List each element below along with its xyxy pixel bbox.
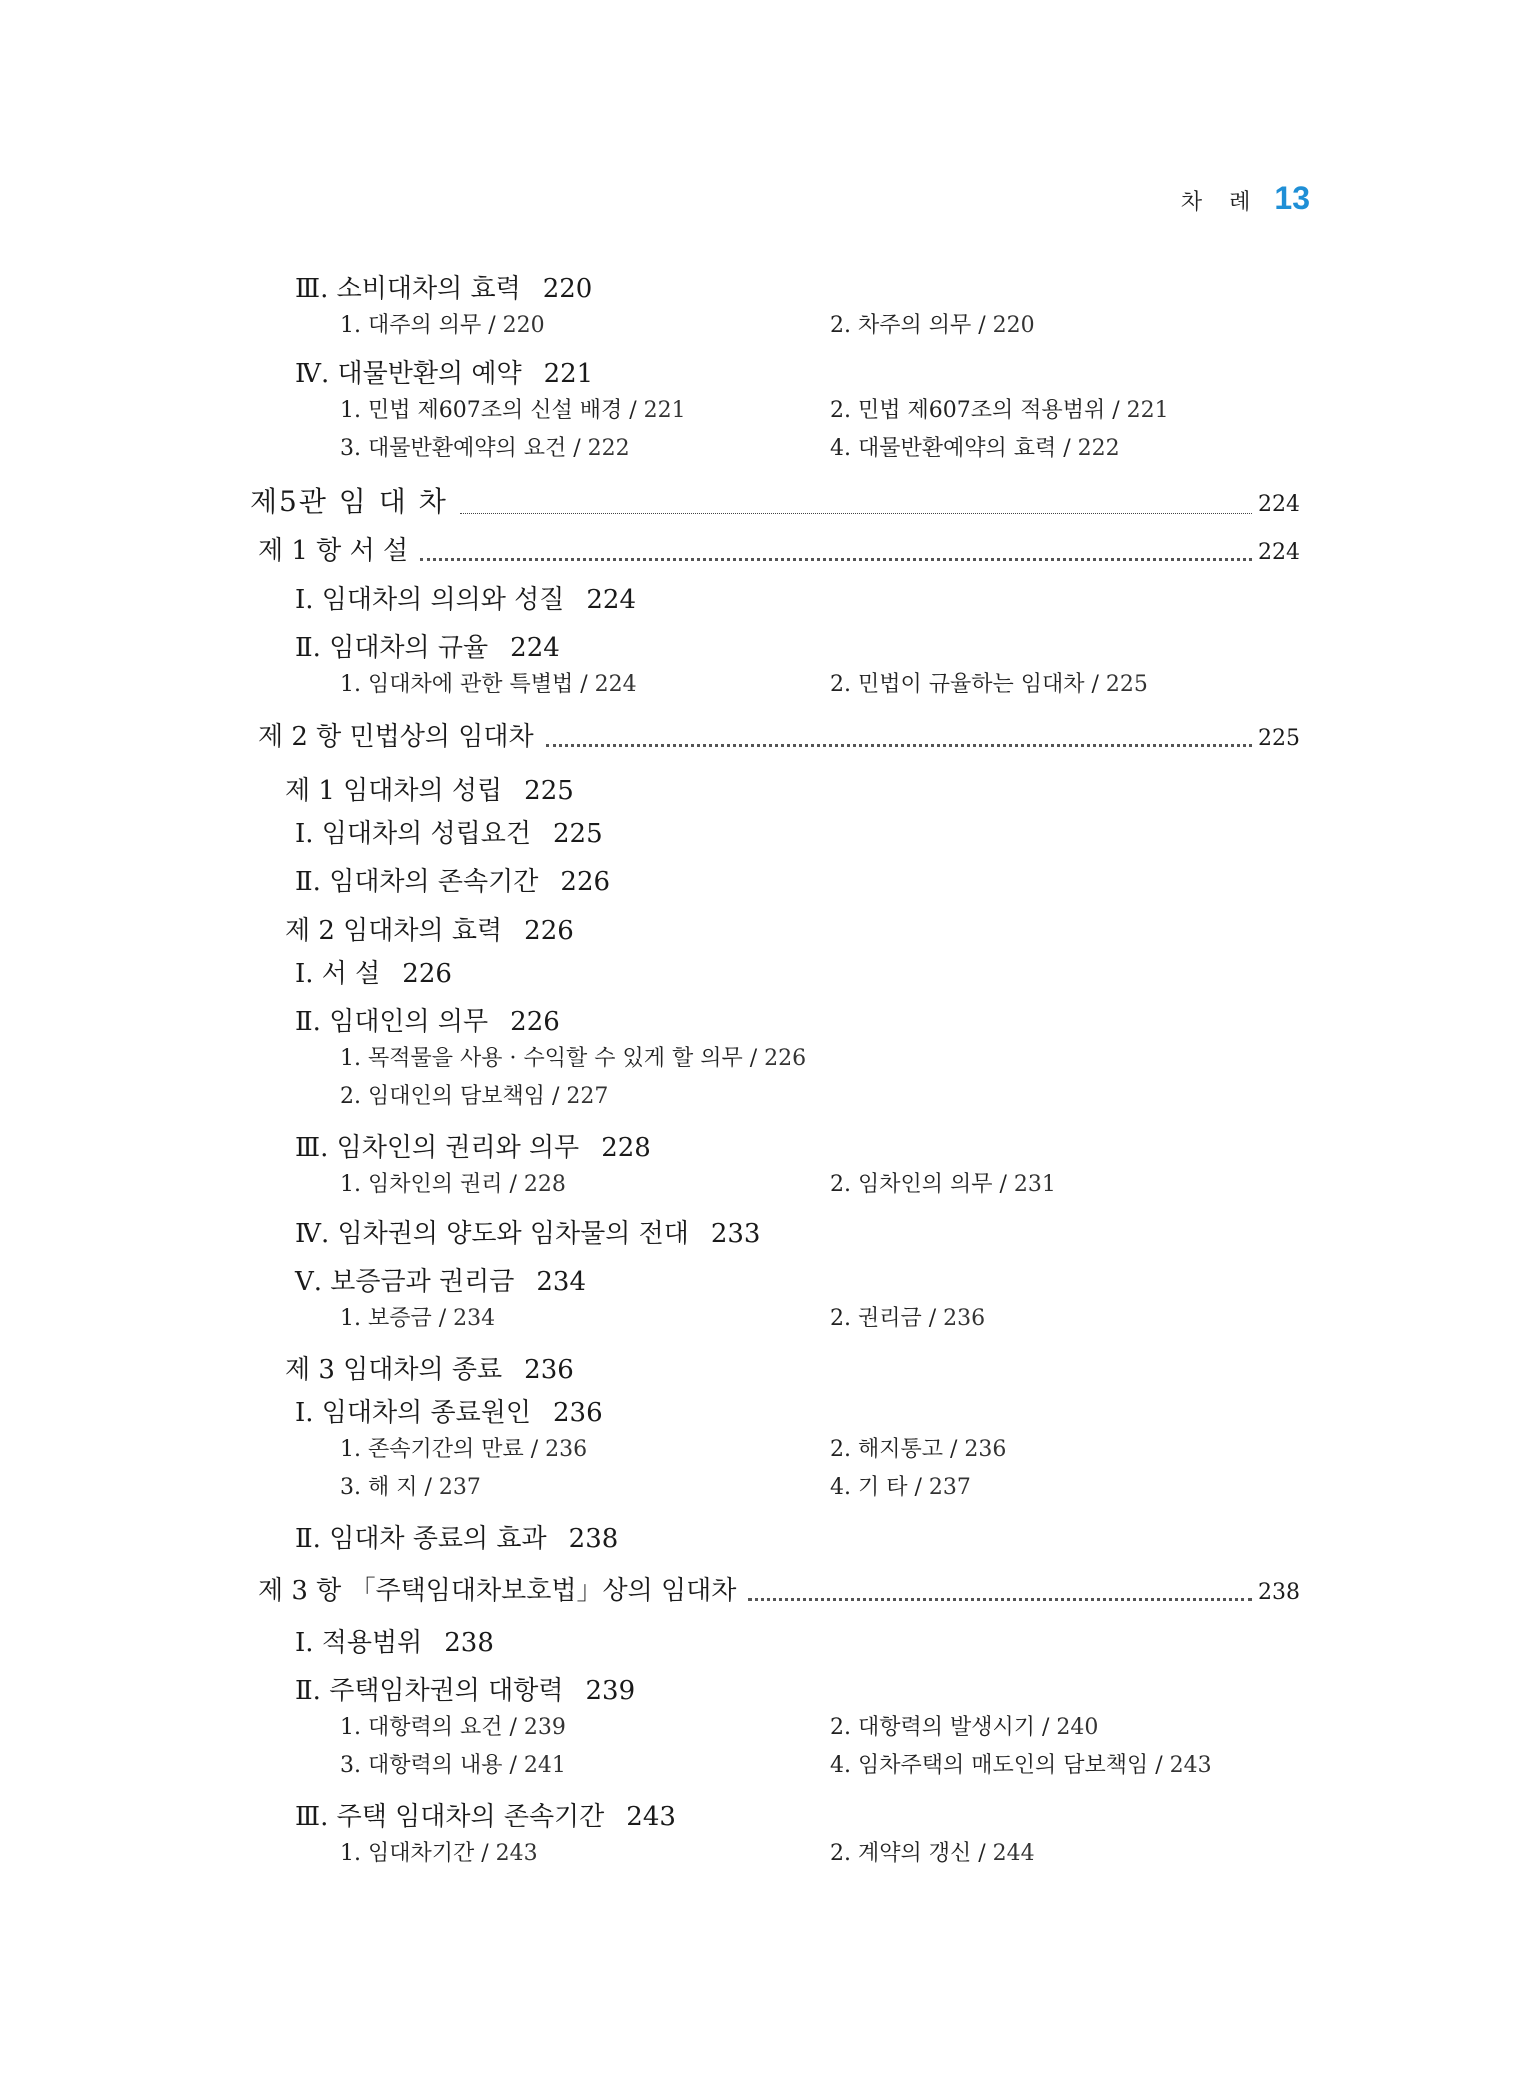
toc-heading bbox=[295, 627, 560, 664]
toc-entry-label: 2. 계약의 갱신 / bbox=[830, 1841, 986, 1866]
toc-entry-page: 226 bbox=[510, 1007, 560, 1037]
toc-entry-page: 234 bbox=[536, 1267, 587, 1297]
toc-entry-label: Ⅰ. 임대차의 의의와 성질 bbox=[295, 585, 565, 615]
toc-subitem bbox=[340, 1470, 481, 1501]
toc-entry-label: 1. 임차인의 권리 / bbox=[340, 1172, 517, 1197]
toc-entry-page: 233 bbox=[710, 1219, 761, 1249]
dot-leader bbox=[546, 744, 1252, 747]
toc-entry-page: 227 bbox=[559, 1084, 609, 1109]
toc-entry-label: 1. 목적물을 사용 · 수익할 수 있게 할 의무 / bbox=[340, 1046, 758, 1071]
toc-entry-label: Ⅳ. 대물반환의 예약 bbox=[295, 359, 522, 389]
toc-subitem bbox=[830, 1470, 971, 1501]
toc-entry-label: 1. 대주의 의무 / bbox=[340, 313, 496, 338]
toc-entry-page: 238 bbox=[568, 1524, 619, 1554]
dot-leader bbox=[748, 1598, 1252, 1601]
toc-heading bbox=[295, 1796, 676, 1833]
toc-entry-label: 2. 차주의 의무 / bbox=[830, 313, 986, 338]
toc-entry-page: 224 bbox=[510, 633, 560, 663]
toc-subsection bbox=[258, 1570, 1300, 1607]
toc-entry-label: Ⅱ. 주택임차권의 대항력 bbox=[295, 1676, 564, 1706]
toc-entry-label: 3. 해 지 / bbox=[340, 1475, 432, 1500]
toc-subitem bbox=[340, 1432, 587, 1463]
toc-entry-page: 236 bbox=[936, 1306, 986, 1331]
toc-subitem bbox=[340, 667, 637, 698]
toc-subitem bbox=[830, 1836, 1035, 1867]
toc-heading bbox=[295, 953, 452, 990]
toc-entry-page: 237 bbox=[431, 1475, 481, 1500]
toc-entry-label: 4. 대물반환예약의 효력 / bbox=[830, 436, 1071, 461]
toc-entry-page: 226 bbox=[402, 959, 452, 989]
toc-entry-label: Ⅴ. 보증금과 권리금 bbox=[295, 1267, 515, 1297]
toc-entry-label: Ⅰ. 서 설 bbox=[295, 959, 381, 989]
toc-heading bbox=[295, 861, 610, 898]
toc-entry-label: Ⅱ. 임대차 종료의 효과 bbox=[295, 1524, 547, 1554]
toc-subitem bbox=[830, 1710, 1098, 1741]
toc-entry-label: 2. 해지통고 / bbox=[830, 1437, 958, 1462]
toc-leader-label: 제5관 임 대 차 bbox=[250, 485, 448, 518]
toc-heading bbox=[285, 770, 574, 807]
toc-entry-label: 1. 임대차에 관한 특별법 / bbox=[340, 672, 588, 697]
toc-entry-page: 236 bbox=[524, 1355, 574, 1385]
toc-entry-label: 1. 임대차기간 / bbox=[340, 1841, 489, 1866]
toc-heading bbox=[295, 579, 636, 616]
toc-entry-page: 239 bbox=[516, 1715, 566, 1740]
toc-subsection bbox=[258, 530, 1300, 567]
toc-entry-page: 226 bbox=[524, 916, 574, 946]
dot-leader bbox=[460, 513, 1252, 514]
toc-heading bbox=[295, 1127, 651, 1164]
toc-entry-page: 226 bbox=[560, 867, 611, 897]
toc-entry-page: 237 bbox=[921, 1475, 971, 1500]
toc-entry-page: 225 bbox=[1098, 672, 1148, 697]
toc-entry-label: Ⅲ. 소비대차의 효력 bbox=[295, 274, 521, 304]
toc-subitem bbox=[340, 1301, 495, 1332]
toc-entry-label: Ⅰ. 임대차의 종료원인 bbox=[295, 1398, 531, 1428]
toc-subitem bbox=[830, 1301, 985, 1332]
toc-entry-label: 2. 임차인의 의무 / bbox=[830, 1172, 1007, 1197]
toc-entry-page: 221 bbox=[636, 398, 686, 423]
toc-subitem bbox=[830, 308, 1035, 339]
toc-entry-label: 제 1 임대차의 성립 bbox=[285, 776, 503, 806]
toc-leader-page: 224 bbox=[1258, 540, 1300, 565]
toc-entry-page: 222 bbox=[580, 436, 630, 461]
toc-entry-page: 225 bbox=[553, 819, 603, 849]
toc-section bbox=[250, 480, 1300, 520]
toc-leader-page: 225 bbox=[1258, 726, 1300, 751]
toc-subitem bbox=[340, 1748, 566, 1779]
toc-entry-label: 3. 대물반환예약의 요건 / bbox=[340, 436, 581, 461]
toc-subitem bbox=[340, 308, 545, 339]
toc-entry-label: Ⅱ. 임대인의 의무 bbox=[295, 1007, 489, 1037]
toc-leader-label: 제 3 항 「주택임대차보호법」상의 임대차 bbox=[258, 1576, 737, 1606]
toc-entry-page: 222 bbox=[1070, 436, 1120, 461]
toc-subitem bbox=[340, 1167, 566, 1198]
toc-entry-label: 4. 기 타 / bbox=[830, 1475, 922, 1500]
toc-heading bbox=[295, 1213, 760, 1250]
toc-entry-page: 240 bbox=[1049, 1715, 1099, 1740]
toc-entry-page: 225 bbox=[524, 776, 574, 806]
toc-entry-page: 220 bbox=[985, 313, 1035, 338]
toc-entry-label: Ⅳ. 임차권의 양도와 임차물의 전대 bbox=[295, 1219, 689, 1249]
toc-subitem bbox=[830, 1748, 1212, 1779]
toc-entry-page: 221 bbox=[543, 359, 594, 389]
toc-heading bbox=[295, 268, 592, 305]
toc-subitem bbox=[830, 431, 1120, 462]
toc-entry-page: 231 bbox=[1006, 1172, 1056, 1197]
toc-entry-label: 1. 존속기간의 만료 / bbox=[340, 1437, 539, 1462]
toc-entry-page: 243 bbox=[1162, 1753, 1212, 1778]
toc-entry-label: 2. 민법이 규율하는 임대차 / bbox=[830, 672, 1099, 697]
toc-entry-page: 234 bbox=[446, 1306, 496, 1331]
toc-entry-page: 244 bbox=[985, 1841, 1035, 1866]
toc-heading bbox=[285, 1349, 574, 1386]
toc-entry-page: 224 bbox=[587, 672, 637, 697]
toc-entry-label: Ⅰ. 임대차의 성립요건 bbox=[295, 819, 531, 849]
running-header bbox=[1181, 180, 1310, 217]
toc-heading bbox=[295, 1392, 603, 1429]
toc-entry-label: 제 3 임대차의 종료 bbox=[285, 1355, 503, 1385]
toc-entry-label: 제 2 임대차의 효력 bbox=[285, 916, 503, 946]
toc-heading bbox=[295, 1261, 586, 1298]
toc-entry-page: 238 bbox=[444, 1628, 494, 1658]
toc-entry-page: 239 bbox=[585, 1676, 636, 1706]
toc-entry-label: 1. 보증금 / bbox=[340, 1306, 447, 1331]
toc-entry-label: 2. 임대인의 담보책임 / bbox=[340, 1084, 560, 1109]
toc-entry-label: Ⅰ. 적용범위 bbox=[295, 1628, 423, 1658]
toc-entry-page: 228 bbox=[516, 1172, 566, 1197]
toc-subitem bbox=[340, 1836, 538, 1867]
toc-heading bbox=[295, 1670, 635, 1707]
toc-subitem bbox=[830, 393, 1169, 424]
toc-subitem bbox=[830, 667, 1148, 698]
toc-entry-page: 226 bbox=[757, 1046, 807, 1071]
toc-subitem bbox=[340, 393, 686, 424]
toc-heading bbox=[295, 1622, 494, 1659]
toc-subitem bbox=[340, 431, 630, 462]
toc-heading bbox=[295, 813, 603, 850]
toc-entry-page: 220 bbox=[542, 274, 593, 304]
toc-subitem bbox=[340, 1079, 608, 1110]
toc-entry-page: 236 bbox=[957, 1437, 1007, 1462]
toc-heading bbox=[295, 353, 593, 390]
dot-leader bbox=[420, 558, 1252, 561]
toc-entry-page: 220 bbox=[495, 313, 545, 338]
toc-heading bbox=[295, 1001, 560, 1038]
toc-entry-page: 228 bbox=[601, 1133, 651, 1163]
toc-leader-label: 제 1 항 서 설 bbox=[258, 536, 409, 566]
header-label: 차 례 bbox=[1180, 190, 1261, 215]
toc-entry-page: 236 bbox=[553, 1398, 603, 1428]
toc-entry-label: 3. 대항력의 내용 / bbox=[340, 1753, 517, 1778]
toc-leader-label: 제 2 항 민법상의 임대차 bbox=[258, 722, 534, 752]
toc-leader-page: 224 bbox=[1258, 492, 1300, 517]
toc-leader-page: 238 bbox=[1258, 1580, 1300, 1605]
toc-entry-label: Ⅲ. 임차인의 권리와 의무 bbox=[295, 1133, 580, 1163]
toc-entry-page: 236 bbox=[538, 1437, 588, 1462]
toc-subitem bbox=[340, 1041, 806, 1072]
toc-heading bbox=[295, 1518, 618, 1555]
toc-subsection bbox=[258, 716, 1300, 753]
toc-entry-page: 224 bbox=[586, 585, 637, 615]
toc-entry-label: Ⅲ. 주택 임대차의 존속기간 bbox=[295, 1802, 605, 1832]
toc-entry-label: 2. 권리금 / bbox=[830, 1306, 937, 1331]
toc-subitem bbox=[830, 1432, 1006, 1463]
toc-entry-label: 4. 임차주택의 매도인의 담보책임 / bbox=[830, 1753, 1163, 1778]
toc-heading bbox=[285, 910, 574, 947]
toc-subitem bbox=[340, 1710, 566, 1741]
toc-entry-label: 2. 민법 제607조의 적용범위 / bbox=[830, 398, 1120, 423]
page-number: 13 bbox=[1274, 180, 1310, 216]
toc-subitem bbox=[830, 1167, 1056, 1198]
toc-entry-label: 1. 민법 제607조의 신설 배경 / bbox=[340, 398, 637, 423]
toc-entry-page: 241 bbox=[516, 1753, 566, 1778]
toc-entry-page: 243 bbox=[488, 1841, 538, 1866]
toc-entry-label: 1. 대항력의 요건 / bbox=[340, 1715, 517, 1740]
toc-entry-page: 221 bbox=[1119, 398, 1169, 423]
toc-entry-label: Ⅱ. 임대차의 규율 bbox=[295, 633, 489, 663]
toc-entry-page: 243 bbox=[626, 1802, 676, 1832]
toc-entry-label: Ⅱ. 임대차의 존속기간 bbox=[295, 867, 539, 897]
toc-entry-label: 2. 대항력의 발생시기 / bbox=[830, 1715, 1050, 1740]
